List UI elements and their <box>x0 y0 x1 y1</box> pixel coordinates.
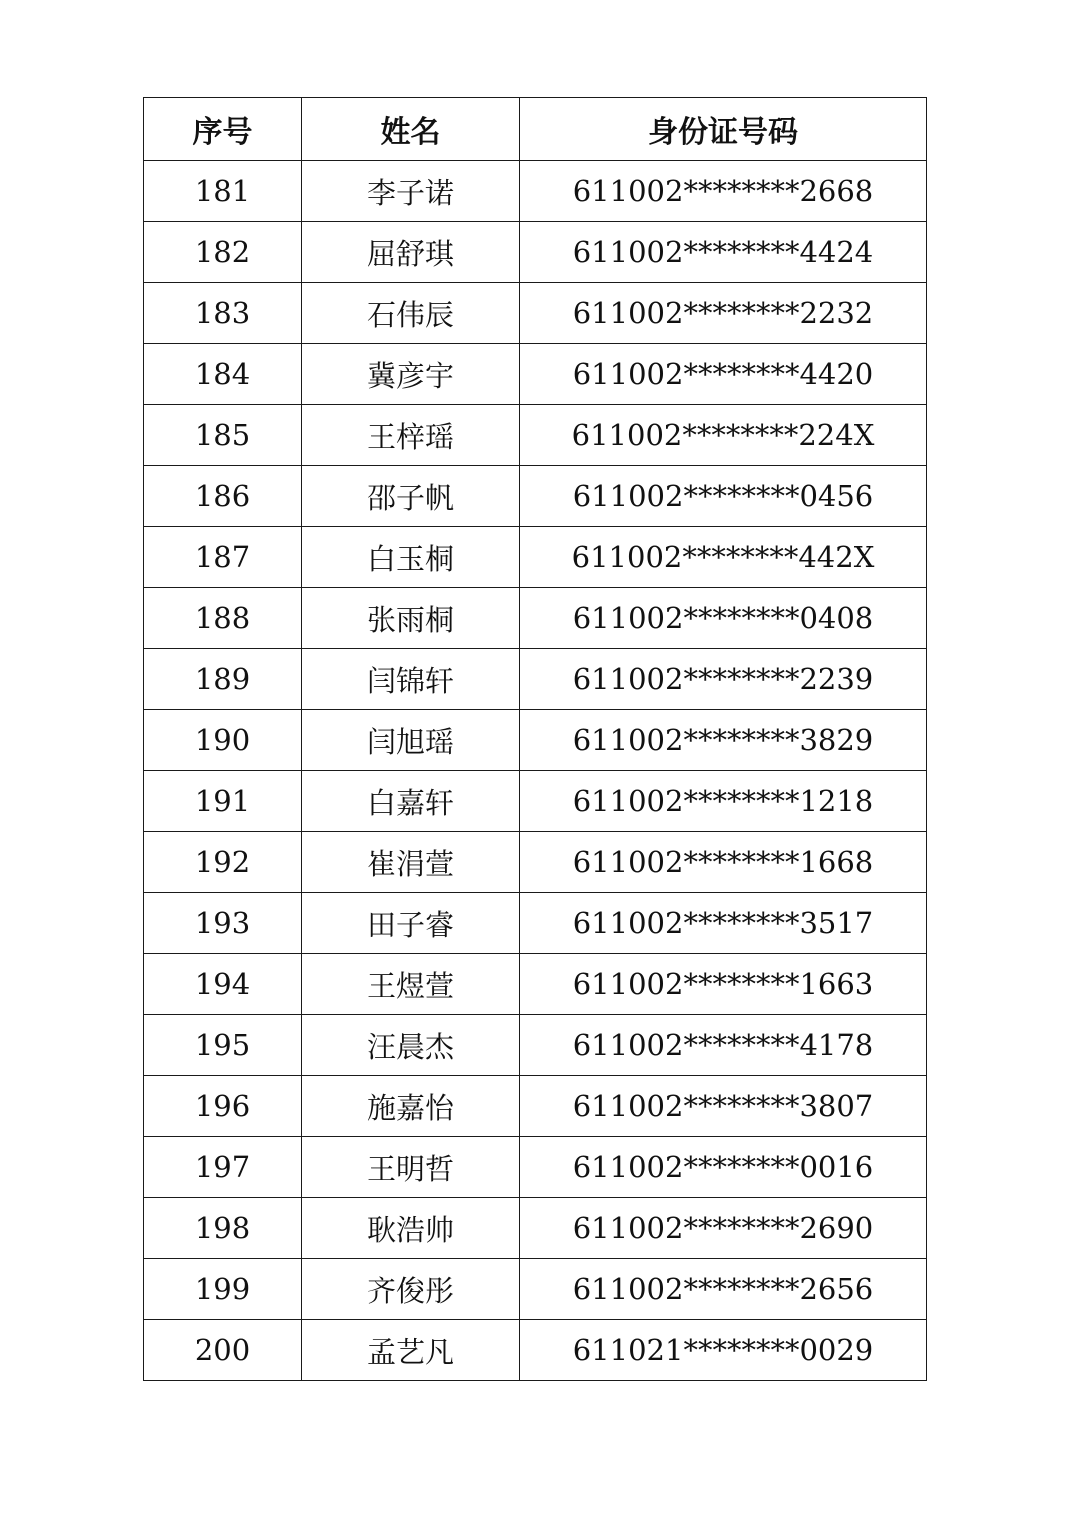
cell-name: 孟艺凡 <box>302 1320 520 1381</box>
cell-id-number: 611002********1218 <box>520 771 927 832</box>
cell-name: 王明哲 <box>302 1137 520 1198</box>
cell-seq: 181 <box>144 161 302 222</box>
cell-seq: 199 <box>144 1259 302 1320</box>
table-row <box>144 649 927 710</box>
cell-id-number: 611002********2656 <box>520 1259 927 1320</box>
table-row <box>144 405 927 466</box>
cell-seq: 184 <box>144 344 302 405</box>
cell-seq: 197 <box>144 1137 302 1198</box>
table-row <box>144 893 927 954</box>
table-row <box>144 466 927 527</box>
cell-id-number: 611002********3829 <box>520 710 927 771</box>
table-row <box>144 1076 927 1137</box>
table-row <box>144 771 927 832</box>
table-row <box>144 1320 927 1381</box>
cell-seq: 195 <box>144 1015 302 1076</box>
cell-seq: 196 <box>144 1076 302 1137</box>
cell-name: 耿浩帅 <box>302 1198 520 1259</box>
cell-name: 石伟辰 <box>302 283 520 344</box>
cell-name: 王煜萱 <box>302 954 520 1015</box>
table-row <box>144 710 927 771</box>
cell-seq: 183 <box>144 283 302 344</box>
cell-name: 齐俊彤 <box>302 1259 520 1320</box>
table-row <box>144 832 927 893</box>
cell-seq: 188 <box>144 588 302 649</box>
header-seq: 序号 <box>144 98 302 161</box>
cell-name: 邵子帆 <box>302 466 520 527</box>
table-row <box>144 1259 927 1320</box>
cell-name: 崔涓萱 <box>302 832 520 893</box>
cell-id-number: 611002********2239 <box>520 649 927 710</box>
cell-name: 张雨桐 <box>302 588 520 649</box>
table-row <box>144 1015 927 1076</box>
cell-seq: 185 <box>144 405 302 466</box>
cell-id-number: 611002********1668 <box>520 832 927 893</box>
cell-id-number: 611002********2668 <box>520 161 927 222</box>
header-name: 姓名 <box>302 98 520 161</box>
cell-id-number: 611002********2232 <box>520 283 927 344</box>
cell-seq: 182 <box>144 222 302 283</box>
cell-seq: 194 <box>144 954 302 1015</box>
table-header-row <box>144 98 927 161</box>
cell-name: 白玉桐 <box>302 527 520 588</box>
cell-id-number: 611021********0029 <box>520 1320 927 1381</box>
cell-id-number: 611002********0408 <box>520 588 927 649</box>
table-row <box>144 588 927 649</box>
cell-seq: 189 <box>144 649 302 710</box>
cell-id-number: 611002********2690 <box>520 1198 927 1259</box>
cell-name: 闫锦轩 <box>302 649 520 710</box>
table-row <box>144 344 927 405</box>
table-row <box>144 161 927 222</box>
cell-id-number: 611002********442X <box>520 527 927 588</box>
header-id-number: 身份证号码 <box>520 98 927 161</box>
cell-name: 冀彦宇 <box>302 344 520 405</box>
cell-name: 闫旭瑶 <box>302 710 520 771</box>
table-row <box>144 1137 927 1198</box>
table-body <box>144 161 927 1381</box>
cell-id-number: 611002********3517 <box>520 893 927 954</box>
cell-id-number: 611002********3807 <box>520 1076 927 1137</box>
cell-id-number: 611002********224X <box>520 405 927 466</box>
cell-id-number: 611002********0016 <box>520 1137 927 1198</box>
cell-id-number: 611002********4420 <box>520 344 927 405</box>
cell-id-number: 611002********1663 <box>520 954 927 1015</box>
cell-seq: 187 <box>144 527 302 588</box>
cell-seq: 192 <box>144 832 302 893</box>
cell-id-number: 611002********4424 <box>520 222 927 283</box>
table-row <box>144 954 927 1015</box>
table-row <box>144 527 927 588</box>
cell-seq: 200 <box>144 1320 302 1381</box>
cell-name: 屈舒琪 <box>302 222 520 283</box>
cell-name: 汪晨杰 <box>302 1015 520 1076</box>
cell-name: 王梓瑶 <box>302 405 520 466</box>
table-row <box>144 283 927 344</box>
cell-name: 施嘉怡 <box>302 1076 520 1137</box>
cell-seq: 190 <box>144 710 302 771</box>
cell-seq: 186 <box>144 466 302 527</box>
cell-seq: 198 <box>144 1198 302 1259</box>
cell-id-number: 611002********0456 <box>520 466 927 527</box>
table-row <box>144 222 927 283</box>
cell-id-number: 611002********4178 <box>520 1015 927 1076</box>
cell-name: 李子诺 <box>302 161 520 222</box>
cell-name: 白嘉轩 <box>302 771 520 832</box>
cell-seq: 193 <box>144 893 302 954</box>
cell-seq: 191 <box>144 771 302 832</box>
cell-name: 田子睿 <box>302 893 520 954</box>
table-row <box>144 1198 927 1259</box>
roster-table <box>143 97 927 1381</box>
